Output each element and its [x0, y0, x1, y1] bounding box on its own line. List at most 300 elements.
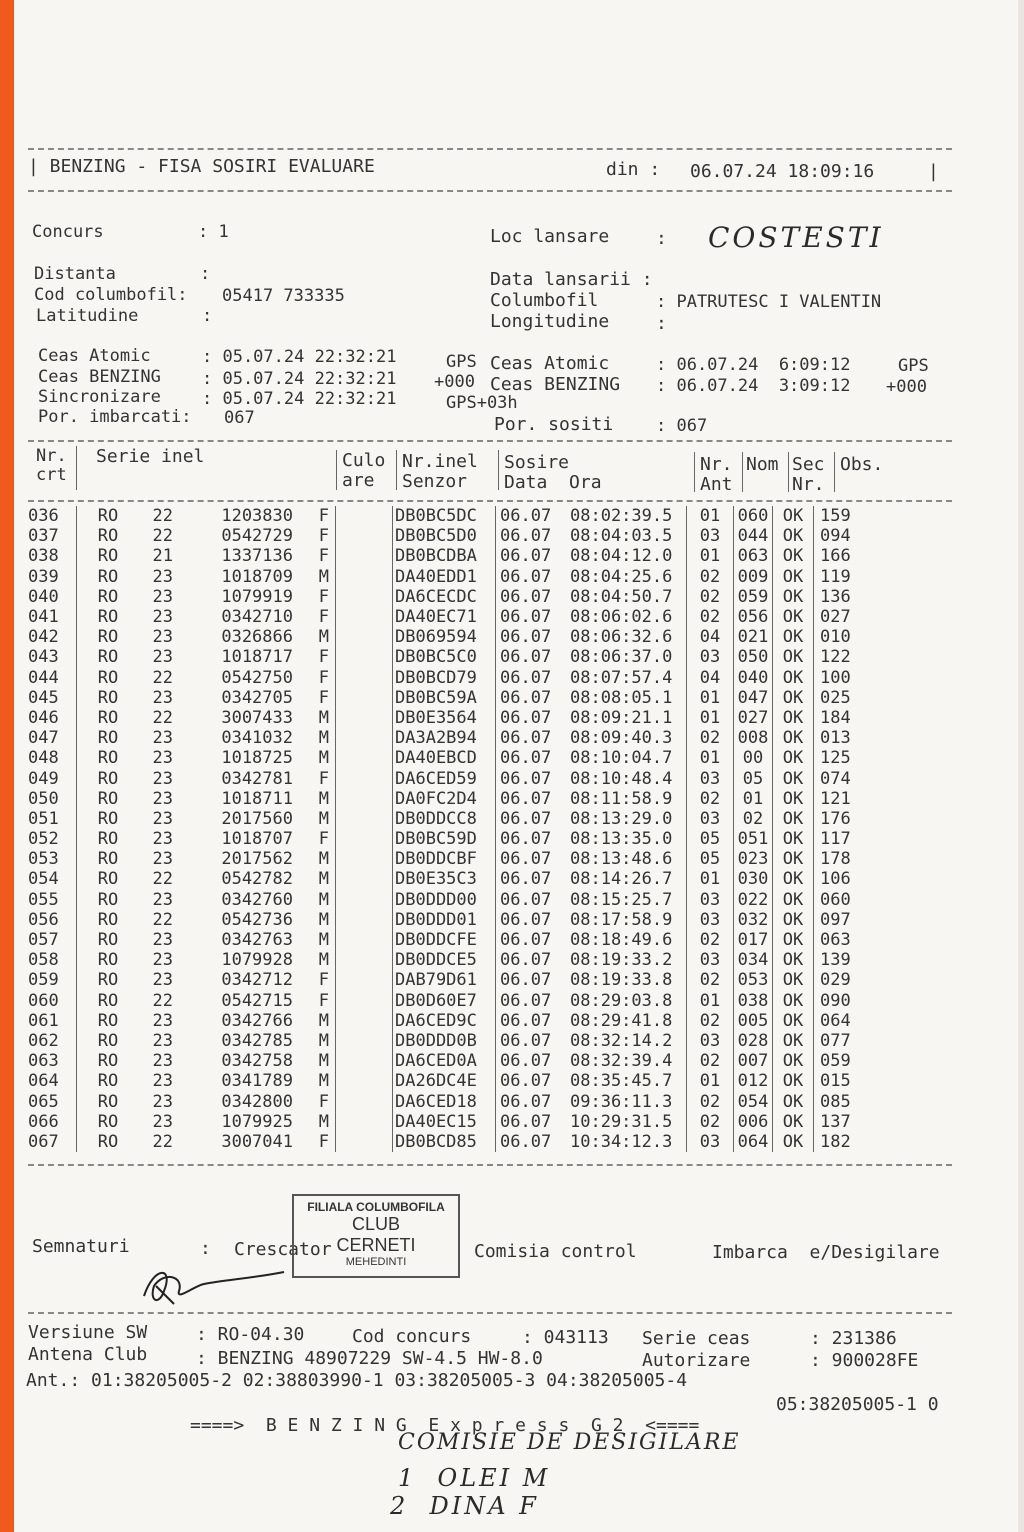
cell-culoare	[336, 587, 393, 607]
cell-nr-inel-senzor: DA6CED9C	[393, 1011, 496, 1031]
divider	[28, 440, 952, 442]
cell-sec-nr: OK	[773, 849, 814, 869]
cell-culoare	[336, 546, 393, 566]
cell-sosire-ora: 08:10:04.7	[570, 748, 687, 768]
cell-sex: M	[299, 567, 336, 587]
cell-nom: 032	[734, 910, 773, 930]
col-culoare-2: are	[342, 470, 375, 491]
cell-serie-year: 23	[152, 950, 173, 971]
cell-nr-ant: 01	[687, 546, 734, 566]
cell-nr-ant: 03	[687, 910, 734, 930]
table-row	[28, 910, 870, 930]
cell-nr-inel-senzor: DA40EC15	[393, 1112, 496, 1132]
cell-sex: F	[299, 829, 336, 849]
ceas-atomic-value: : 05.07.24 22:32:21	[202, 347, 397, 367]
cell-serie-country: RO	[97, 829, 119, 850]
cell-nr-ant: 03	[687, 890, 734, 910]
cell-nr-ant: 03	[687, 1031, 734, 1051]
cell-serie-country: RO	[97, 788, 119, 809]
cell-nom: 01	[734, 789, 773, 809]
cell-nr-crt: 065	[28, 1091, 77, 1111]
cell-sosire-data: 06.07	[500, 1010, 552, 1031]
cell-serie-year: 23	[152, 1030, 173, 1051]
cell-culoare	[336, 849, 393, 869]
autorizare-value: : 900028FE	[810, 1350, 919, 1371]
cell-serie-number: 0342705	[221, 687, 293, 708]
cell-nr-crt: 039	[28, 567, 77, 587]
ceas-atomic-right-label: Ceas Atomic	[490, 353, 610, 374]
cell-sex: F	[299, 546, 336, 566]
cell-sosire-data: 06.07	[500, 728, 552, 749]
cell-sosire-data: 06.07	[500, 546, 552, 567]
cell-sosire-ora: 08:10:48.4	[570, 768, 687, 788]
document-title: | BENZING - FISA SOSIRI EVALUARE	[28, 156, 375, 177]
cell-sec-nr: OK	[773, 890, 814, 910]
cell-sosire-ora: 08:06:02.6	[570, 607, 687, 627]
cell-nr-inel-senzor: DA40EDD1	[393, 567, 496, 587]
cell-serie-country: RO	[97, 667, 119, 688]
cell-obs: 178	[820, 849, 851, 870]
cell-sex: M	[299, 789, 336, 809]
cell-obs: 121	[820, 788, 851, 809]
cell-serie-number: 0342712	[221, 970, 293, 991]
cell-serie-year: 23	[152, 1111, 173, 1132]
longitudine-value: :	[656, 313, 667, 334]
cell-sex: M	[299, 910, 336, 930]
cell-nr-crt: 060	[28, 991, 77, 1011]
cell-serie-country: RO	[97, 586, 119, 607]
col-separator	[694, 452, 695, 492]
cell-serie-number: 0342766	[221, 1010, 293, 1031]
cell-obs: 122	[820, 647, 851, 668]
col-separator	[788, 452, 789, 492]
cell-sec-nr: OK	[773, 546, 814, 566]
porumbei-imbarcati-label: Por. imbarcati:	[38, 407, 192, 427]
cell-sex: M	[299, 1031, 336, 1051]
cell-sosire-data: 06.07	[500, 849, 552, 870]
cell-nom: 006	[734, 1112, 773, 1132]
cell-serie-country: RO	[97, 526, 119, 547]
cell-serie-number: 0342758	[221, 1051, 293, 1072]
cell-serie-number: 1337136	[221, 546, 293, 567]
cell-obs: 119	[820, 566, 851, 587]
crescator-label: Crescator	[234, 1239, 332, 1260]
cell-sosire-data: 06.07	[500, 808, 552, 829]
table-row	[28, 1031, 870, 1051]
cell-nom: 064	[734, 1132, 773, 1152]
table-row	[28, 668, 870, 688]
cell-serie-number: 3007041	[221, 1131, 293, 1152]
cell-sosire-ora: 08:07:57.4	[570, 668, 687, 688]
cell-serie-year: 23	[152, 566, 173, 587]
cell-sosire-ora: 08:17:58.9	[570, 910, 687, 930]
col-nr-inel-senzor: Nr.inel	[402, 451, 478, 472]
cell-serie-year: 22	[152, 526, 173, 547]
stamp-line-3: CERNETI	[336, 1235, 416, 1255]
cell-serie-year: 22	[152, 1131, 173, 1152]
cell-nr-ant: 01	[687, 748, 734, 768]
cell-obs: 136	[820, 586, 851, 607]
col-separator	[742, 452, 743, 492]
cell-nom: 05	[734, 768, 773, 788]
cell-culoare	[336, 1071, 393, 1091]
cell-culoare	[336, 506, 393, 526]
cell-sex: M	[299, 748, 336, 768]
table-row	[28, 647, 870, 667]
cell-sex: M	[299, 1011, 336, 1031]
cell-nr-ant: 02	[687, 1091, 734, 1111]
cell-culoare	[336, 970, 393, 990]
porumbei-sositi-value: : 067	[656, 416, 708, 436]
cell-culoare	[336, 708, 393, 728]
table-row	[28, 688, 870, 708]
cell-obs: 106	[820, 869, 851, 890]
cell-nom: 022	[734, 890, 773, 910]
cell-serie-year: 23	[152, 829, 173, 850]
cell-nom: 051	[734, 829, 773, 849]
col-culoare: Culo	[342, 450, 386, 471]
cell-culoare	[336, 668, 393, 688]
header-end-bar: |	[928, 161, 939, 182]
cell-serie-country: RO	[97, 1111, 119, 1132]
comisia-control-label: Comisia control	[474, 1241, 637, 1262]
col-sosire: Sosire	[504, 452, 570, 473]
cell-nr-inel-senzor: DB0BCD79	[393, 668, 496, 688]
cell-sex: F	[299, 587, 336, 607]
cell-nr-inel-senzor: DA40EC71	[393, 607, 496, 627]
cell-sec-nr: OK	[773, 829, 814, 849]
cell-nr-ant: 02	[687, 1011, 734, 1031]
cell-sosire-data: 06.07	[500, 869, 552, 890]
cell-serie-number: 0342763	[221, 930, 293, 951]
cell-serie-year: 23	[152, 970, 173, 991]
cell-culoare	[336, 567, 393, 587]
cell-culoare	[336, 890, 393, 910]
cell-culoare	[336, 991, 393, 1011]
cell-nr-ant: 03	[687, 950, 734, 970]
cell-nr-inel-senzor: DA6CED59	[393, 768, 496, 788]
cell-sosire-ora: 08:32:39.4	[570, 1051, 687, 1071]
table-row	[28, 748, 870, 768]
table-row	[28, 869, 870, 889]
latitudine-label: Latitudine	[36, 306, 139, 326]
table-row	[28, 890, 870, 910]
cod-concurs-value: : 043113	[522, 1327, 609, 1348]
cell-sosire-ora: 08:02:39.5	[570, 506, 687, 526]
cell-nom: 012	[734, 1071, 773, 1091]
cell-serie-year: 23	[152, 748, 173, 769]
cell-serie-country: RO	[97, 707, 119, 728]
cell-sec-nr: OK	[773, 1051, 814, 1071]
cell-nr-crt: 058	[28, 950, 77, 970]
cell-sec-nr: OK	[773, 567, 814, 587]
cell-serie-year: 23	[152, 607, 173, 628]
stamp-line-2: CLUB	[351, 1214, 400, 1234]
cell-nr-inel-senzor: DA0FC2D4	[393, 789, 496, 809]
ceas-atomic-label: Ceas Atomic	[38, 346, 151, 366]
cell-nr-crt: 044	[28, 668, 77, 688]
cell-nr-inel-senzor: DA40EBCD	[393, 748, 496, 768]
cell-nom: 054	[734, 1091, 773, 1111]
divider	[28, 190, 952, 192]
cell-nr-inel-senzor: DAB79D61	[393, 970, 496, 990]
cell-sosire-ora: 08:09:21.1	[570, 708, 687, 728]
serie-ceas-value: : 231386	[810, 1328, 897, 1349]
cell-sosire-ora: 08:19:33.2	[570, 950, 687, 970]
cell-nr-crt: 052	[28, 829, 77, 849]
cell-sosire-data: 06.07	[500, 909, 552, 930]
cell-nr-crt: 048	[28, 748, 77, 768]
table-row	[28, 991, 870, 1011]
cell-serie-country: RO	[97, 627, 119, 648]
table-row	[28, 849, 870, 869]
cell-sec-nr: OK	[773, 506, 814, 526]
cell-sosire-data: 06.07	[500, 1111, 552, 1132]
cell-serie-year: 21	[152, 546, 173, 567]
cell-nr-ant: 04	[687, 668, 734, 688]
cell-nr-inel-senzor: DB0D60E7	[393, 991, 496, 1011]
cell-sex: M	[299, 1051, 336, 1071]
concurs-value: : 1	[198, 222, 229, 242]
col-nr-ant: Nr.	[700, 454, 733, 475]
cell-sosire-ora: 08:29:03.8	[570, 991, 687, 1011]
cell-nr-ant: 03	[687, 526, 734, 546]
cell-sosire-data: 06.07	[500, 950, 552, 971]
cell-nr-inel-senzor: DB0DDCC8	[393, 809, 496, 829]
cell-nr-crt: 047	[28, 728, 77, 748]
cell-nr-ant: 02	[687, 1112, 734, 1132]
cell-sex: F	[299, 526, 336, 546]
stamp-line-4: MEHEDINTI	[345, 1256, 407, 1268]
cell-serie-number: 1018707	[221, 829, 293, 850]
divider	[28, 148, 952, 150]
cell-serie-number: 1079928	[221, 950, 293, 971]
cell-sosire-data: 06.07	[500, 586, 552, 607]
porumbei-imbarcati-value: 067	[224, 408, 255, 428]
cell-nr-ant: 03	[687, 647, 734, 667]
cell-nr-inel-senzor: DA6CED18	[393, 1091, 496, 1111]
cell-nr-crt: 040	[28, 587, 77, 607]
cell-sosire-data: 06.07	[500, 667, 552, 688]
cell-culoare	[336, 768, 393, 788]
ceas-benzing-right-label: Ceas BENZING	[490, 374, 621, 395]
cell-nr-ant: 02	[687, 930, 734, 950]
cell-nr-ant: 01	[687, 1071, 734, 1091]
cell-nom: 053	[734, 970, 773, 990]
antenna-list: Ant.: 01:38205005-2 02:38803990-1 03:38205005-3 04:38205005-4	[26, 1370, 688, 1391]
cell-nr-ant: 01	[687, 506, 734, 526]
cell-sex: F	[299, 506, 336, 526]
cell-nr-crt: 062	[28, 1031, 77, 1051]
cell-nr-inel-senzor: DB0DDD00	[393, 890, 496, 910]
cell-sec-nr: OK	[773, 708, 814, 728]
cell-nr-crt: 037	[28, 526, 77, 546]
cell-sosire-data: 06.07	[500, 707, 552, 728]
cell-serie-year: 23	[152, 687, 173, 708]
cell-serie-year: 23	[152, 1051, 173, 1072]
cell-nom: 00	[734, 748, 773, 768]
antenna-list-2: 05:38205005-1 0	[776, 1394, 939, 1415]
cell-nom: 056	[734, 607, 773, 627]
cell-serie-country: RO	[97, 1030, 119, 1051]
cell-sosire-ora: 08:04:25.6	[570, 567, 687, 587]
cell-sosire-ora: 08:04:50.7	[570, 587, 687, 607]
cell-serie-year: 22	[152, 990, 173, 1011]
cell-nr-ant: 02	[687, 789, 734, 809]
cell-sosire-ora: 08:09:40.3	[570, 728, 687, 748]
cell-sec-nr: OK	[773, 627, 814, 647]
longitudine-label: Longitudine	[490, 311, 610, 332]
cell-serie-country: RO	[97, 970, 119, 991]
cell-nr-crt: 054	[28, 869, 77, 889]
cell-serie-country: RO	[97, 909, 119, 930]
cell-sosire-data: 06.07	[500, 566, 552, 587]
divider	[28, 1312, 952, 1314]
cell-obs: 100	[820, 667, 851, 688]
cell-culoare	[336, 950, 393, 970]
cell-sosire-data: 06.07	[500, 647, 552, 668]
cell-sec-nr: OK	[773, 1091, 814, 1111]
distanta-label: Distanta	[34, 264, 116, 284]
cell-serie-number: 0542729	[221, 526, 293, 547]
cell-sec-nr: OK	[773, 748, 814, 768]
cell-obs: 137	[820, 1111, 851, 1132]
cell-sec-nr: OK	[773, 1011, 814, 1031]
table-row	[28, 768, 870, 788]
cell-serie-number: 0542782	[221, 869, 293, 890]
cell-nr-crt: 067	[28, 1132, 77, 1152]
cell-sex: F	[299, 1132, 336, 1152]
cell-culoare	[336, 910, 393, 930]
cell-nr-inel-senzor: DB0BCD85	[393, 1132, 496, 1152]
cell-sosire-ora: 08:13:35.0	[570, 829, 687, 849]
cell-nr-crt: 041	[28, 607, 77, 627]
ceas-atomic-right-value: : 06.07.24 6:09:12	[656, 355, 851, 375]
cell-serie-country: RO	[97, 1071, 119, 1092]
cell-serie-number: 3007433	[221, 707, 293, 728]
cell-nr-ant: 02	[687, 567, 734, 587]
cell-obs: 029	[820, 970, 851, 991]
cell-nr-inel-senzor: DA6CED0A	[393, 1051, 496, 1071]
print-datetime: 06.07.24 18:09:16	[690, 161, 875, 182]
cell-serie-number: 0342781	[221, 768, 293, 789]
cell-nr-ant: 02	[687, 1051, 734, 1071]
table-row	[28, 930, 870, 950]
cell-nom: 007	[734, 1051, 773, 1071]
club-stamp	[292, 1194, 460, 1278]
cell-serie-number: 0342785	[221, 1030, 293, 1051]
cell-serie-country: RO	[97, 687, 119, 708]
cell-obs: 182	[820, 1131, 851, 1152]
antena-club-label: Antena Club	[28, 1344, 148, 1365]
cell-sec-nr: OK	[773, 950, 814, 970]
cell-nom: 044	[734, 526, 773, 546]
divider	[28, 500, 952, 502]
cell-serie-number: 0341032	[221, 728, 293, 749]
cell-serie-year: 23	[152, 1071, 173, 1092]
semnaturi-colon: :	[200, 1238, 211, 1259]
cell-nr-ant: 04	[687, 627, 734, 647]
ceas-benzing-suffix: +000	[434, 372, 475, 392]
cell-sex: M	[299, 1112, 336, 1132]
cell-sec-nr: OK	[773, 526, 814, 546]
cell-nr-ant: 03	[687, 1132, 734, 1152]
cell-nr-crt: 045	[28, 688, 77, 708]
table-row	[28, 809, 870, 829]
cell-serie-number: 0542736	[221, 909, 293, 930]
cell-sec-nr: OK	[773, 910, 814, 930]
ceas-benzing-right-value: : 06.07.24 3:09:12	[656, 376, 851, 396]
cell-sosire-ora: 10:34:12.3	[570, 1132, 687, 1152]
cell-sec-nr: OK	[773, 930, 814, 950]
cell-serie-country: RO	[97, 889, 119, 910]
cell-serie-year: 23	[152, 586, 173, 607]
latitudine-value: :	[202, 306, 213, 326]
cell-culoare	[336, 809, 393, 829]
table-row	[28, 789, 870, 809]
cell-nom: 047	[734, 688, 773, 708]
serie-ceas-label: Serie ceas	[642, 1328, 751, 1349]
cell-sec-nr: OK	[773, 970, 814, 990]
cell-sec-nr: OK	[773, 728, 814, 748]
versiune-sw-label: Versiune SW	[28, 1322, 148, 1343]
cell-sosire-data: 06.07	[500, 768, 552, 789]
ceas-benzing-right-suffix: +000	[886, 377, 927, 397]
cell-serie-number: 0341789	[221, 1071, 293, 1092]
cell-sec-nr: OK	[773, 688, 814, 708]
cell-sosire-ora: 08:15:25.7	[570, 890, 687, 910]
col-separator	[498, 450, 499, 490]
cell-nom: 060	[734, 506, 773, 526]
cell-obs: 074	[820, 768, 851, 789]
cell-nr-inel-senzor: DB0DDCE5	[393, 950, 496, 970]
cell-sex: M	[299, 627, 336, 647]
cell-sec-nr: OK	[773, 1112, 814, 1132]
cell-nr-crt: 046	[28, 708, 77, 728]
cod-columbofil-label: Cod columbofil:	[34, 285, 188, 305]
cell-serie-country: RO	[97, 647, 119, 668]
cell-nr-ant: 01	[687, 991, 734, 1011]
cell-obs: 063	[820, 930, 851, 951]
cell-nr-ant: 02	[687, 607, 734, 627]
cell-obs: 010	[820, 627, 851, 648]
autorizare-label: Autorizare	[642, 1350, 751, 1371]
semnaturi-label: Semnaturi	[32, 1236, 130, 1257]
cell-nom: 027	[734, 708, 773, 728]
cell-sosire-ora: 08:29:41.8	[570, 1011, 687, 1031]
cell-nr-crt: 055	[28, 890, 77, 910]
cell-nr-inel-senzor: DA26DC4E	[393, 1071, 496, 1091]
cell-nr-crt: 043	[28, 647, 77, 667]
cell-serie-year: 23	[152, 849, 173, 870]
cell-nr-ant: 05	[687, 849, 734, 869]
cell-culoare	[336, 526, 393, 546]
cell-culoare	[336, 829, 393, 849]
cell-nom: 009	[734, 567, 773, 587]
cell-nr-inel-senzor: DB0BC5C0	[393, 647, 496, 667]
cell-nom: 017	[734, 930, 773, 950]
cell-culoare	[336, 869, 393, 889]
cell-obs: 090	[820, 990, 851, 1011]
cell-serie-country: RO	[97, 1051, 119, 1072]
benzing-printout	[14, 0, 1018, 1532]
cell-serie-country: RO	[97, 990, 119, 1011]
cell-nr-crt: 051	[28, 809, 77, 829]
cell-serie-country: RO	[97, 950, 119, 971]
cell-serie-country: RO	[97, 1131, 119, 1152]
cell-nr-inel-senzor: DB0E35C3	[393, 869, 496, 889]
cell-nr-ant: 03	[687, 809, 734, 829]
